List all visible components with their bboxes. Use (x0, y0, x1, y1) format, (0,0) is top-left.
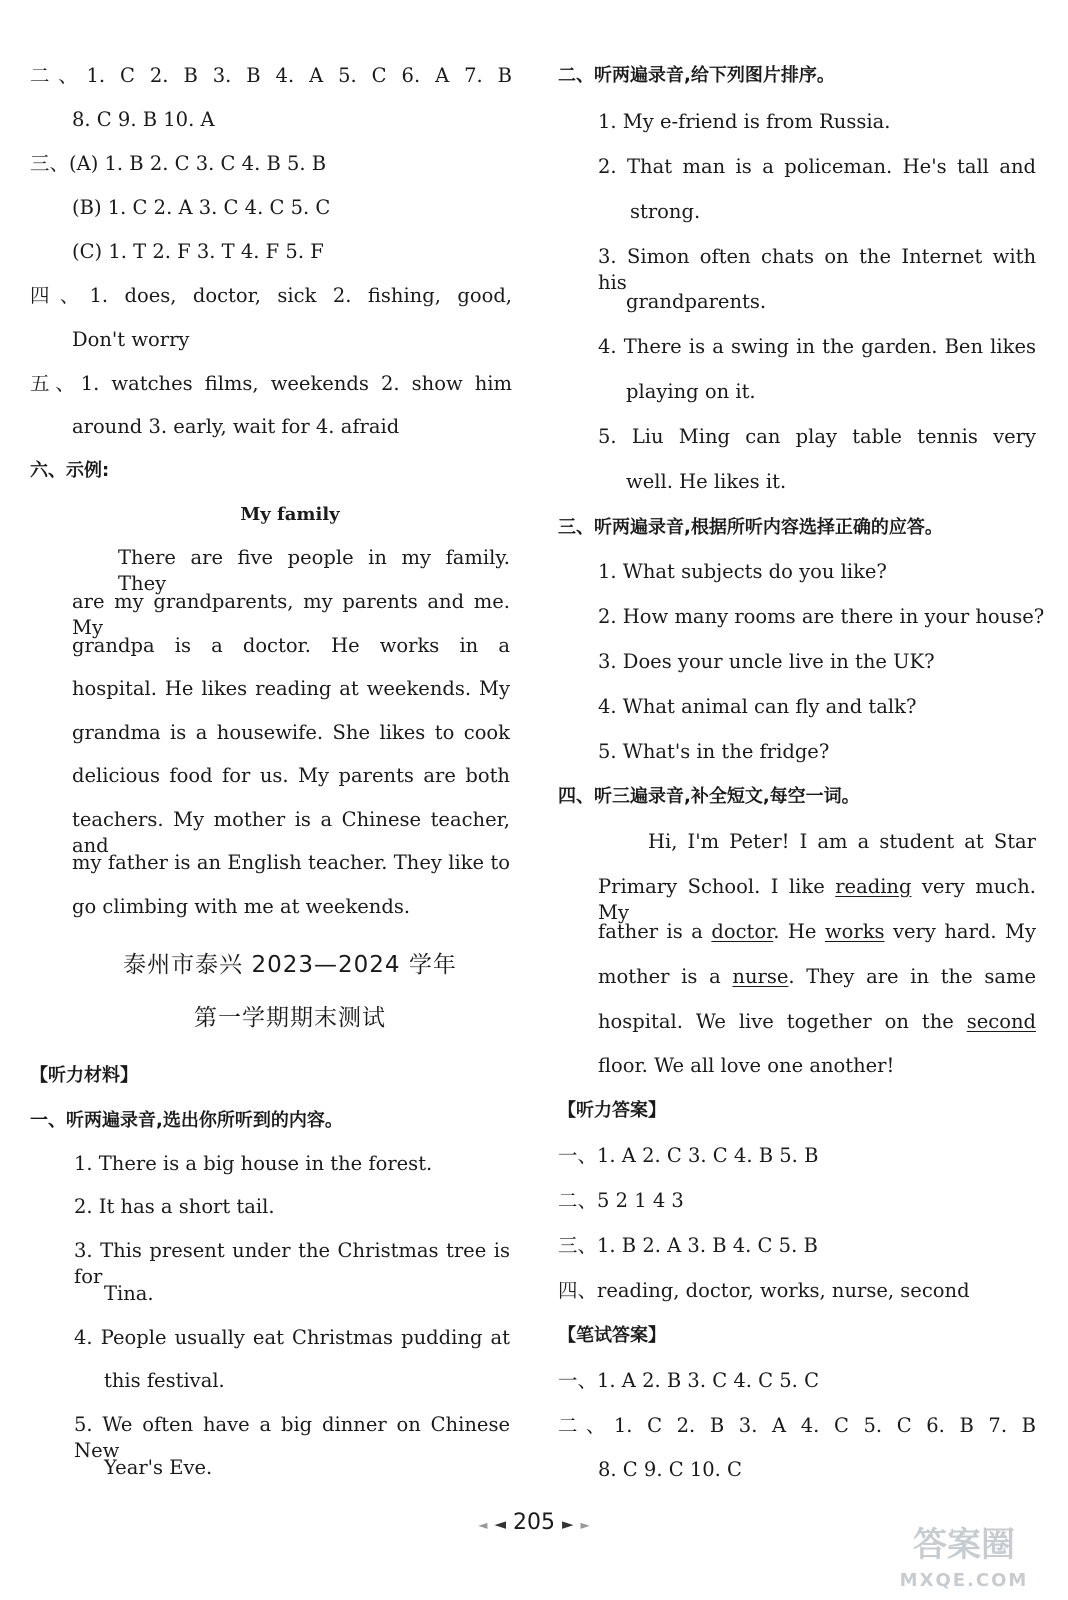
listening-part2-item: playing on it. (626, 380, 756, 403)
passage-line: father is a doctor. He works very hard. My (598, 920, 1036, 943)
answers-s3-a: 三、(A) 1. B 2. C 3. C 4. B 5. B (30, 152, 327, 175)
answers-s5-line1: 五、1. watches films, weekends 2. show him (30, 372, 512, 395)
listening-part2-item: 3. Simon often chats on the Internet with his (598, 245, 1036, 294)
essay-line: There are five people in my family. They (118, 546, 510, 595)
listening-part3-item: 5. What's in the fridge? (598, 740, 830, 763)
answers-s4-line2: Don't worry (72, 328, 190, 351)
listening-answers-part4: 四、reading, doctor, works, nurse, second (558, 1279, 970, 1302)
listening-part1-item: Tina. (104, 1282, 154, 1305)
listening-part1-item: 4. People usually eat Christmas pudding at (74, 1326, 510, 1349)
answers-s2-line2: 8. C 9. B 10. A (72, 108, 215, 131)
listening-part1-item: Year's Eve. (104, 1456, 213, 1479)
test-title-line2: 第一学期期末测试 (194, 1005, 386, 1031)
listening-part1-item: 5. We often have a big dinner on Chinese New (74, 1413, 510, 1462)
answers-s5-line2: around 3. early, wait for 4. afraid (72, 415, 400, 438)
right-arrow-icon: ► (562, 1515, 574, 1533)
listening-part2-item: well. He likes it. (626, 470, 787, 493)
written-answers-part2: 二、1. C 2. B 3. A 4. C 5. C 6. B 7. B (558, 1414, 1036, 1437)
blank-answer: works (824, 920, 885, 943)
listening-part3-item: 4. What animal can fly and talk? (598, 695, 917, 718)
listening-part3-item: 3. Does your uncle live in the UK? (598, 650, 935, 673)
listening-part4-heading: 四、听三遍录音,补全短文,每空一词。 (558, 786, 860, 807)
blank-answer: reading (835, 875, 912, 898)
listening-part2-item: 4. There is a swing in the garden. Ben likes (598, 335, 1036, 358)
listening-part3-heading: 三、听两遍录音,根据所听内容选择正确的应答。 (558, 517, 943, 538)
listening-part2-item: 1. My e-friend is from Russia. (598, 110, 891, 133)
essay-line: hospital. He likes reading at weekends. My (72, 677, 510, 700)
page-number: 205 (513, 1510, 555, 1535)
answers-s2-line1: 二、1. C 2. B 3. B 4. A 5. C 6. A 7. B (30, 64, 512, 87)
listening-part2-item: strong. (630, 200, 701, 223)
right-arrow-icon: ► (580, 1518, 590, 1532)
essay-line: are my grandparents, my parents and me. My (72, 590, 510, 639)
listening-part2-item: 5. Liu Ming can play table tennis very (598, 425, 1036, 448)
blank-answer: second (966, 1010, 1036, 1033)
listening-part3-item: 2. How many rooms are there in your house? (598, 605, 1045, 628)
listening-materials-label: 【听力材料】 (30, 1065, 138, 1086)
listening-part1-item: this festival. (104, 1369, 225, 1392)
listening-part2-heading: 二、听两遍录音,给下列图片排序。 (558, 65, 835, 86)
listening-part1-item: 2. It has a short tail. (74, 1195, 275, 1218)
passage-line: Hi, I'm Peter! I am a student at Star (648, 830, 1036, 853)
watermark-logo (874, 1516, 1054, 1594)
listening-part2-item: grandparents. (626, 290, 767, 313)
written-answers-part1: 一、1. A 2. B 3. C 4. C 5. C (558, 1369, 819, 1392)
answers-s3-b: (B) 1. C 2. A 3. C 4. C 5. C (72, 196, 331, 219)
answers-s4-line1: 四、1. does, doctor, sick 2. fishing, good, (30, 284, 512, 307)
passage-line: floor. We all love one another! (598, 1054, 895, 1077)
watermark-text: 答案圈 (913, 1525, 1015, 1565)
written-answers-part2-cont: 8. C 9. C 10. C (598, 1458, 742, 1481)
blank-answer: nurse (732, 965, 789, 988)
listening-answers-part3: 三、1. B 2. A 3. B 4. C 5. B (558, 1234, 818, 1257)
passage-line: mother is a nurse. They are in the same (598, 965, 1037, 988)
listening-part2-item: 2. That man is a policeman. He's tall and (598, 155, 1036, 178)
listening-part3-item: 1. What subjects do you like? (598, 560, 887, 583)
essay-line: teachers. My mother is a Chinese teacher, and (72, 808, 510, 857)
left-arrow-icon: ◄ (478, 1518, 488, 1532)
essay-line: delicious food for us. My parents are both (72, 764, 510, 787)
listening-part1-item: 3. This present under the Christmas tree is for (74, 1239, 510, 1288)
essay-line: grandma is a housewife. She likes to cook (72, 721, 510, 744)
passage-line: Primary School. I like reading very much. My (598, 875, 1036, 924)
written-answers-label: 【笔试答案】 (558, 1325, 666, 1346)
essay-title: My family (240, 504, 340, 525)
essay-line: grandpa is a doctor. He works in a (72, 634, 510, 657)
essay-line: go climbing with me at weekends. (72, 895, 411, 918)
passage-line: hospital. We live together on the second (598, 1010, 1036, 1033)
essay-line: my father is an English teacher. They like to (72, 851, 510, 874)
answers-s3-c: (C) 1. T 2. F 3. T 4. F 5. F (72, 240, 324, 263)
listening-answers-label: 【听力答案】 (558, 1100, 666, 1121)
watermark-url: MXQE.COM (899, 1570, 1029, 1591)
blank-answer: doctor (711, 920, 774, 943)
left-arrow-icon: ◄ (494, 1515, 506, 1533)
answers-s6-label: 六、示例: (30, 460, 110, 481)
listening-part1-item: 1. There is a big house in the forest. (74, 1152, 433, 1175)
listening-part1-heading: 一、听两遍录音,选出你所听到的内容。 (30, 1110, 343, 1131)
test-title-line1: 泰州市泰兴 2023—2024 学年 (123, 952, 457, 978)
listening-answers-part1: 一、1. A 2. C 3. C 4. B 5. B (558, 1144, 819, 1167)
listening-answers-part2: 二、5 2 1 4 3 (558, 1189, 684, 1212)
